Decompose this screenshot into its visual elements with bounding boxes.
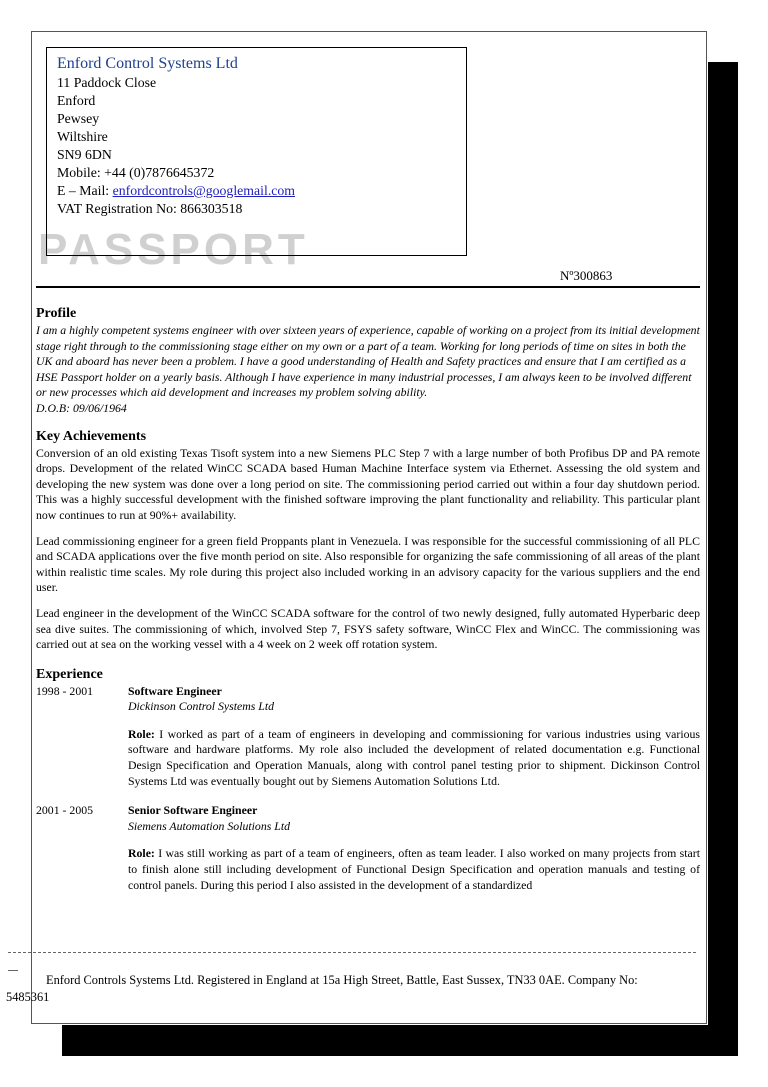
- experience-entry: [36, 684, 700, 804]
- vat-number: VAT Registration No: 866303518: [57, 201, 243, 216]
- role-description: [128, 846, 700, 893]
- job-title: Senior Software Engineer: [128, 803, 258, 818]
- role-text: I worked as part of a team of engineers in developing and commissioning for various industries using various software and hardware platforms. My role also included the development of related documentation e.g. Functional Design Specification and Operation Manuals, along with control panel testing prior to shipment. Dickinson Control Systems Ltd was eventually bought out by Siemens Automation Solutions Ltd.: [128, 726, 700, 788]
- profile-text: I am a highly competent systems engineer with over sixteen years of experience, capable of working on a project from its initial development stage right through to the commissioning stage either on my own or a part of a team. Working for long periods of time on sites in both the UK and aboard has never been a problem. I have a good understanding of Health and Safety practices and ensure that I am certified as a HSE Passport holder on a yearly basis. Although I have experience in many industrial processes, I am always keen to be involved different or new processes which aid development and increases my problem solving ability.: [36, 323, 700, 400]
- email-link[interactable]: enfordcontrols@googlemail.com: [112, 183, 296, 198]
- page-shadow-right: [708, 62, 738, 1056]
- profile-heading: Profile: [36, 306, 77, 321]
- experience-details: [128, 803, 700, 907]
- email-label: E – Mail:: [57, 183, 113, 198]
- role-text: I was still working as part of a team of engineers, often as team leader. I also worked on many projects from start to finish alone still including development of Functional Design Specification and operation manuals and testing of control panels. During this period I also assisted in the development of a standardized: [128, 846, 700, 892]
- experience-details: [128, 684, 700, 804]
- header-divider: [36, 286, 700, 288]
- company-name: Enford Control Systems Ltd: [57, 55, 238, 72]
- role-label: Role:: [128, 726, 155, 741]
- address-line: Wiltshire: [57, 129, 108, 144]
- achievements-heading: Key Achievements: [36, 428, 147, 444]
- email-row: [57, 182, 456, 200]
- passport-watermark: PASSPORT: [38, 225, 309, 274]
- experience-entry: [36, 803, 700, 907]
- footer-divider: [8, 952, 696, 953]
- employer-name: Siemens Automation Solutions Ltd: [128, 818, 290, 833]
- address-line: Pewsey: [57, 111, 100, 126]
- address-line: SN9 6DN: [57, 147, 112, 162]
- cv-content: [36, 298, 700, 907]
- footer-company-number: 5485361: [6, 990, 50, 1004]
- address-line: Enford: [57, 93, 96, 108]
- achievement-item: Lead commissioning engineer for a green field Proppants plant in Venezuela. I was responsible for the successful commissioning of all PLC and SCADA applications over the five month period on site. Also responsible for organizing the safe commissioning of all areas of the plant within realistic time scales. My role during this project also included working in an advisory capacity for the various suppliers and the end user.: [36, 533, 700, 595]
- document-page: [31, 31, 707, 1024]
- achievement-item: Conversion of an old existing Texas Tisoft system into a new Siemens PLC Step 7 with a large number of both Profibus DP and PA remote drops. Development of the related WinCC SCADA based Human Machine Interface system via Ethernet. Assessing the old system and developing the new system was done over a long period on site. The commissioning period carried out within a four day shutdown period. This was a highly successful development with the finished software improving the plant functionality and reliability. This particular plant now continues to run at 90%+ availability.: [36, 445, 700, 522]
- date-of-birth: D.O.B: 09/06/1964: [36, 400, 127, 415]
- page-shadow-bottom: [62, 1025, 738, 1056]
- role-label: Role:: [128, 846, 155, 861]
- letterhead-address-box: [46, 47, 467, 256]
- experience-dates: 2001 - 2005: [36, 803, 94, 818]
- role-description: [128, 727, 700, 789]
- employer-name: Dickinson Control Systems Ltd: [128, 699, 275, 714]
- footer: [6, 972, 696, 1006]
- footer-registration: Enford Controls Systems Ltd. Registered in England at 15a High Street, Battle, East Sussex, TN33 0AE. Company No:: [46, 973, 638, 987]
- job-title: Software Engineer: [128, 683, 222, 698]
- document-number: Nº300863: [560, 268, 613, 283]
- experience-dates: 1998 - 2001: [36, 683, 94, 698]
- footer-divider-short: [8, 970, 18, 971]
- address-line: 11 Paddock Close: [57, 75, 157, 90]
- achievement-item: Lead engineer in the development of the WinCC SCADA software for the control of two newly designed, fully automated Hyperbaric deep sea dive suites. The commissioning of which, involved Step 7, FSYS safety software, WinCC Flex and WinCC. The commissioning was carried out at sea on the working vessel with a 4 week on 2 week off rotation system.: [36, 605, 700, 652]
- mobile-number: Mobile: +44 (0)7876645372: [57, 165, 215, 180]
- experience-heading: Experience: [36, 666, 103, 682]
